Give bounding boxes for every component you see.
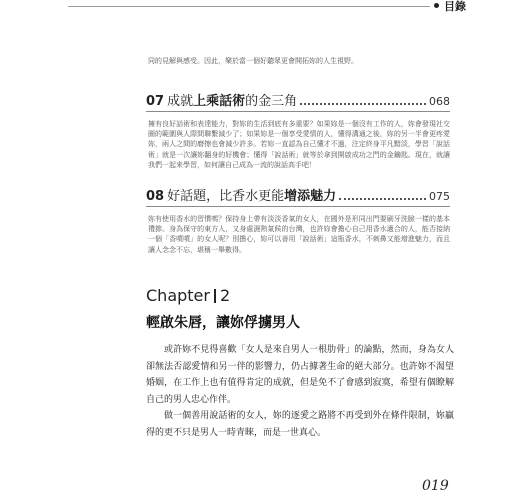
header-label: 目錄 xyxy=(444,0,466,13)
toc-entry-heading xyxy=(146,185,450,204)
toc-entry-07[interactable] xyxy=(146,90,450,170)
chapter-word: Chapter xyxy=(146,286,210,305)
chapter-title: 輕啟朱唇，讓妳俘擄男人 xyxy=(146,315,300,331)
chapter-number: 2 xyxy=(219,286,231,305)
toc-entry-number: 07 xyxy=(146,94,165,109)
toc-entry-number: 08 xyxy=(146,189,165,204)
page-number: 019 xyxy=(422,478,449,494)
chapter-label xyxy=(146,286,230,305)
toc-entry-title: 成就上乘話術的金三角 xyxy=(167,94,298,109)
header-rule xyxy=(68,6,430,7)
dot-leader xyxy=(300,103,426,105)
previous-entry-tail: 同的見解與感受。因此，樂於當一個好聽眾更會開拓妳的人生視野。 xyxy=(148,57,358,65)
chapter-paragraph: 做一個善用說話術的女人，妳的逐愛之路將不再受到外在條件限制，妳贏得的更不只是男人一時青睞，而是一世真心。 xyxy=(146,411,454,438)
toc-entry-08[interactable] xyxy=(146,185,450,255)
toc-entry-rule xyxy=(146,206,450,207)
chapter-divider xyxy=(214,289,216,303)
toc-entry-summary: 妳有使用香水的習慣嗎？保持身上帶有淡淡香氣的女人，在國外是形同出門要刷牙洗臉一樣的基本禮節。身為保守的東方人，又身處濕熱氣候的台灣，也許妳會擔心自己用香水適合的人，能否接納一個「香噴噴」的女人呢？別擔心，妳可以善用「說話術」這瓶香水，不刺鼻又能增進魅力，而且讓人念念不忘，堪稱一舉數得。 xyxy=(148,215,450,254)
header-bullet-icon xyxy=(434,3,439,8)
chapter-paragraph: 或許妳不見得喜歡「女人是來自男人一根肋骨」的論點，然而，身為女人卻無法否認愛情和另一伴的影響力，仍占據著生命的絕大部分。也許妳不渴望婚姻，在工作上也有值得肯定的成就，但是免不了會感到寂寞，希望有個瞭解自己的男人忠心作伴。 xyxy=(146,345,454,405)
dot-leader xyxy=(339,198,426,200)
toc-entry-rule xyxy=(146,111,450,112)
toc-entry-page: 075 xyxy=(429,190,450,203)
toc-entry-title: 好話題，比香水更能增添魅力 xyxy=(167,189,337,204)
toc-entry-page: 068 xyxy=(429,95,450,108)
toc-entry-heading xyxy=(146,90,450,109)
chapter-intro xyxy=(146,342,454,441)
toc-entry-summary: 擁有良好話術和表達能力，對妳的生活到底有多重要？如果妳是一個沒有工作的人，妳會發現社交圈的範圍與人際間聯繫減少了；如果妳是一個享受愛情的人，懂得溝通之後，妳的另一半會更疼愛妳，兩人之間的磨擦也會減少許多。若妳一直認為自己懂才不過，注定終身平凡黯淡，學習「說話術」就是一次讓妳翻身的好機會；懂得「說話術」就等於拿到開啟成功之門的金鑰匙。現在，就讓我們一起來學習，如何讓自己成為一流的說話高手吧！ xyxy=(148,120,450,169)
